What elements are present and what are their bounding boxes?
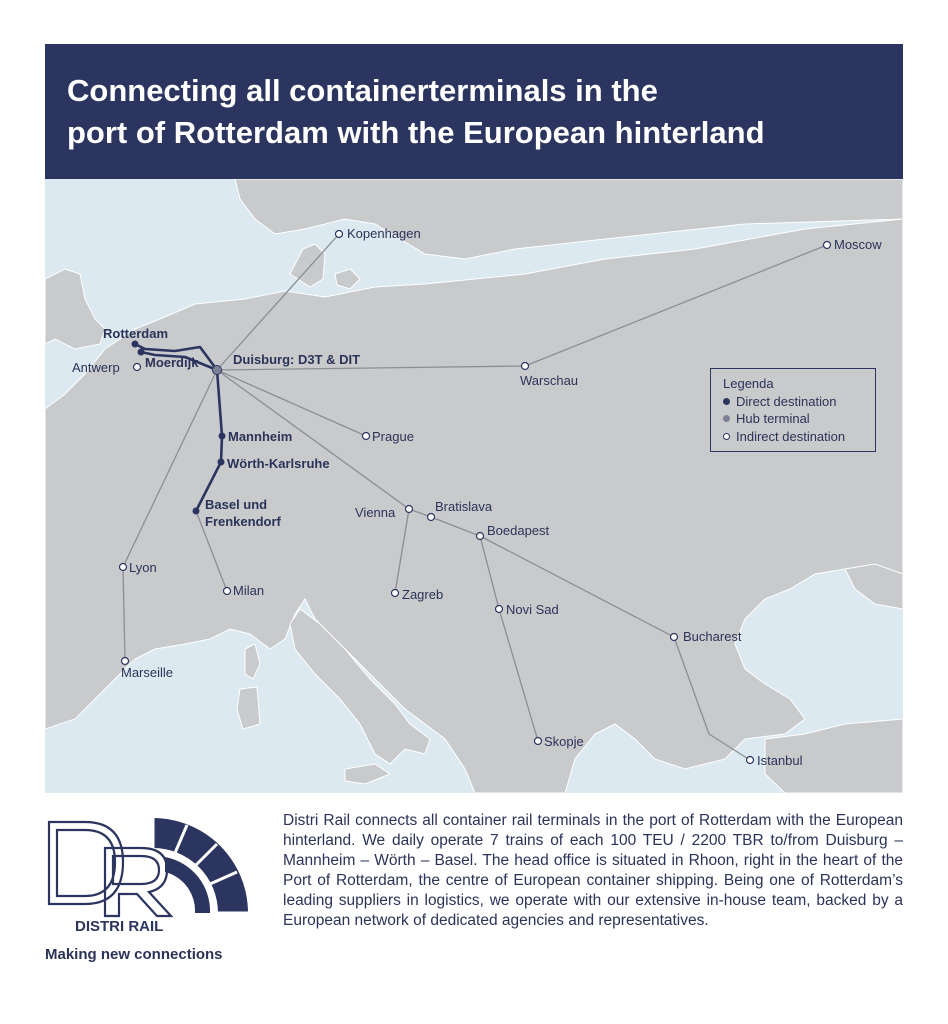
map-legend: [710, 368, 876, 452]
header-banner: [45, 44, 903, 179]
legend-title: Legenda: [723, 376, 774, 391]
marker-moscow: [824, 242, 831, 249]
label-frenkendorf: Frenkendorf: [205, 514, 281, 529]
label-boedapest: Boedapest: [487, 523, 550, 538]
marker-kopenhagen: [336, 231, 343, 238]
map-canvas: [45, 179, 903, 793]
page-title-line-2: port of Rotterdam with the European hinterland: [67, 115, 765, 150]
marker-mannheim: [219, 433, 226, 440]
label-duisburg-hub: Duisburg: D3T & DIT: [233, 352, 361, 367]
logo-text: DISTRI RAIL: [75, 918, 164, 935]
marker-novi-sad: [496, 606, 503, 613]
legend-item-direct: [723, 393, 875, 411]
distri-rail-logo-icon: [45, 812, 255, 937]
marker-vienna: [406, 506, 413, 513]
legend-label-hub: Hub terminal: [736, 411, 810, 426]
legend-label-direct: Direct destination: [736, 393, 837, 409]
marker-bratislava: [428, 514, 435, 521]
tagline: Making new connections: [45, 946, 223, 963]
label-moscow: Moscow: [834, 237, 882, 252]
label-zagreb: Zagreb: [402, 587, 444, 602]
marker-rotterdam: [132, 341, 139, 348]
marker-milan: [224, 588, 231, 595]
legend-item-indirect: [723, 428, 875, 446]
marker-istanbul: [747, 757, 754, 764]
hub-dot-icon: [723, 415, 730, 422]
marker-prague: [363, 433, 370, 440]
legend-item-hub: [723, 410, 875, 428]
label-prague: Prague: [372, 429, 414, 444]
label-basel-und: Basel und: [205, 497, 268, 512]
label-marseille: Marseille: [121, 665, 174, 680]
marker-antwerp: [134, 364, 141, 371]
label-lyon: Lyon: [129, 560, 157, 575]
marker-marseille: [122, 658, 129, 665]
distri-rail-logo: [45, 812, 255, 937]
marker-basel: [193, 508, 200, 515]
marker-warschau: [522, 363, 529, 370]
label-istanbul: Istanbul: [757, 753, 803, 768]
marker-skopje: [535, 738, 542, 745]
label-worth-karlsruhe: Wörth-Karlsruhe: [227, 456, 330, 471]
europe-rail-map: [45, 179, 903, 793]
label-novi-sad: Novi Sad: [506, 602, 559, 617]
marker-bucharest: [671, 634, 678, 641]
marker-duisburg-hub: [213, 366, 222, 375]
indirect-dot-icon: [723, 433, 730, 440]
marker-lyon: [120, 564, 127, 571]
legend-label-indirect: Indirect destination: [736, 428, 846, 444]
label-bucharest: Bucharest: [683, 629, 742, 644]
label-vienna: Vienna: [355, 505, 396, 520]
company-description: Distri Rail connects all container rail terminals in the port of Rotterdam with the European hinterland. We daily operate 7 trains of each 100 TEU / 2200 TBR to/from Duisburg – Mannheim – Wörth – Basel. The head office is situated in Rhoon, right in the heart of the Port of Rotterdam, the centre of European container shipping. Being one of Rotterdam’s leading suppliers in logistics, we operate with our extensive in-house team, backed by a European network of dedicated agencies and representatives.: [283, 812, 903, 929]
label-kopenhagen: Kopenhagen: [347, 226, 421, 241]
marker-zagreb: [392, 590, 399, 597]
label-skopje: Skopje: [544, 734, 584, 749]
direct-dot-icon: [723, 398, 730, 405]
label-mannheim: Mannheim: [228, 429, 293, 444]
label-warschau: Warschau: [520, 373, 579, 388]
page-title-line-1: Connecting all containerterminals in the: [67, 73, 658, 108]
label-milan: Milan: [233, 583, 265, 598]
label-moerdijk: Moerdijk: [145, 355, 199, 370]
marker-worth-karlsruhe: [218, 459, 225, 466]
marker-boedapest: [477, 533, 484, 540]
label-bratislava: Bratislava: [435, 499, 493, 514]
label-antwerp: Antwerp: [72, 360, 120, 375]
marker-moerdijk: [138, 349, 145, 356]
label-rotterdam: Rotterdam: [103, 326, 169, 341]
